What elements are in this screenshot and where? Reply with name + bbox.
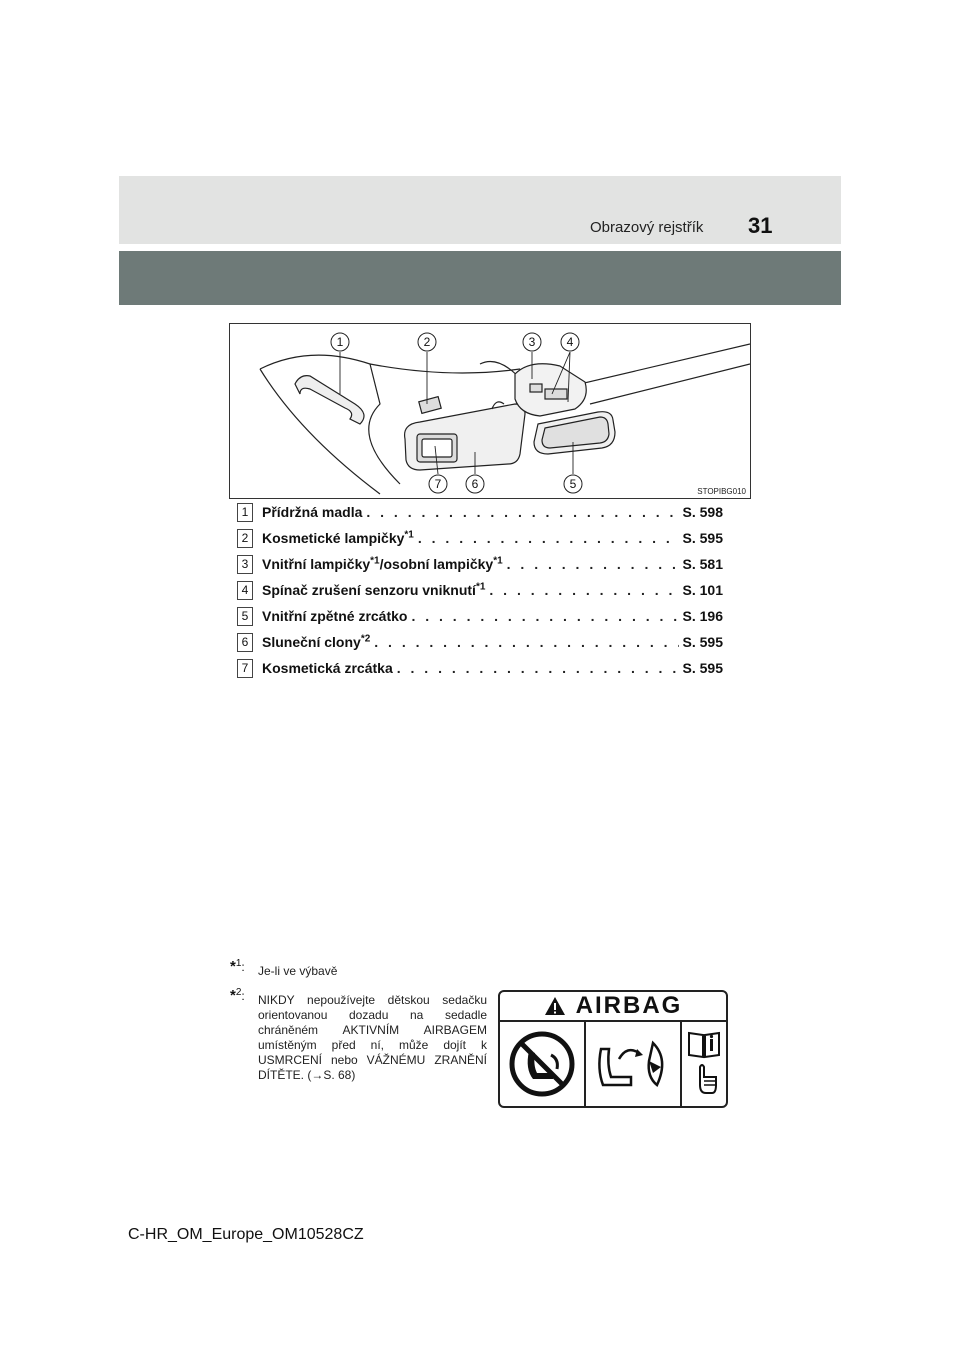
- index-label: Přídržná madla: [262, 504, 363, 520]
- leader-dots: [366, 504, 678, 520]
- warning-triangle-icon: [544, 996, 566, 1016]
- page-reference[interactable]: S. 101: [682, 582, 723, 598]
- read-manual-icon: [680, 1022, 726, 1106]
- page-number: 31: [748, 213, 773, 238]
- index-entry: [237, 525, 723, 551]
- leader-dots: [374, 634, 678, 650]
- airbag-label-icons: [500, 1022, 726, 1106]
- callout-3-label: 3: [528, 335, 536, 349]
- page-reference[interactable]: S. 196: [682, 608, 723, 624]
- airbag-label-header: [500, 992, 726, 1022]
- callout-7-label: 7: [434, 477, 442, 491]
- footnote-2-marker: *$^2$:: [230, 987, 245, 1004]
- interior-ceiling-drawing: [230, 324, 750, 498]
- footnote-2-text: NIKDY nepoužívejte dětskou sedačku orientovanou dozadu na sedadle chráněném AKTIVNÍM AIRBAGEM umístěným před ní, může dojít k USMRCENÍ nebo VÁŽNÉMU ZRANĚNÍ DÍTĚTE. (→S. 68): [258, 993, 487, 1082]
- header-band-light: [119, 176, 841, 244]
- footnote-ref: *1: [493, 555, 503, 567]
- index-number: 3: [237, 555, 253, 574]
- index-label: Spínač zrušení senzoru vniknutí$^{*1}$: [262, 581, 486, 598]
- index-entry: [237, 655, 723, 681]
- callout-6-label: 6: [471, 477, 479, 491]
- index-number: 7: [237, 659, 253, 678]
- callout-1-label: 1: [336, 335, 344, 349]
- index-label: Sluneční clony$^{*2}$: [262, 633, 371, 650]
- index-list: [237, 499, 723, 681]
- page-reference[interactable]: S. 595: [682, 530, 723, 546]
- leader-dots: [397, 660, 679, 676]
- footnote-ref: *1: [404, 529, 414, 541]
- index-number: 6: [237, 633, 253, 652]
- airbag-label-title: AIRBAG: [575, 992, 683, 1019]
- seat-airbag-deploy-icon: [584, 1022, 680, 1106]
- section-title: Obrazový rejstřík: [590, 219, 704, 236]
- index-number: 2: [237, 529, 253, 548]
- index-label: Vnitřní lampičky$^{*1}$/osobní lampičky$^{*1}$: [262, 555, 503, 572]
- footnote-ref: *2: [360, 633, 371, 645]
- no-rear-facing-child-seat-icon: [500, 1022, 584, 1106]
- callout-4-label: 4: [566, 335, 574, 349]
- page-reference[interactable]: S. 598: [682, 504, 723, 520]
- callout-5-label: 5: [569, 477, 577, 491]
- footnote-1-marker: *$^1$:: [230, 958, 245, 975]
- index-label: Kosmetická zrcátka: [262, 660, 393, 676]
- index-entry: [237, 603, 723, 629]
- figure-code: STOPIBG010: [697, 487, 746, 496]
- leader-dots: [411, 608, 678, 624]
- index-label: Kosmetické lampičky$^{*1}$: [262, 529, 414, 546]
- leader-dots: [507, 556, 679, 572]
- index-number: 4: [237, 581, 253, 600]
- page-reference[interactable]: S. 581: [682, 556, 723, 572]
- index-number: 5: [237, 607, 253, 626]
- footnote-1-text: Je-li ve výbavě: [258, 964, 338, 978]
- page-reference[interactable]: S. 595: [682, 660, 723, 676]
- footnote-ref: *1: [370, 555, 380, 567]
- leader-dots: [489, 582, 678, 598]
- leader-dots: [418, 530, 679, 546]
- page-reference[interactable]: S. 595: [682, 634, 723, 650]
- index-entry: [237, 577, 723, 603]
- index-entry: [237, 629, 723, 655]
- index-entry: [237, 551, 723, 577]
- document-code: C-HR_OM_Europe_OM10528CZ: [128, 1226, 364, 1243]
- airbag-warning-label: [498, 990, 728, 1108]
- index-entry: [237, 499, 723, 525]
- header-band-dark: [119, 251, 841, 305]
- index-number: 1: [237, 503, 253, 522]
- interior-ceiling-illustration: [229, 323, 751, 499]
- callout-2-label: 2: [423, 335, 431, 349]
- index-label: Vnitřní zpětné zrcátko: [262, 608, 408, 624]
- footnote-ref: *1: [475, 581, 486, 593]
